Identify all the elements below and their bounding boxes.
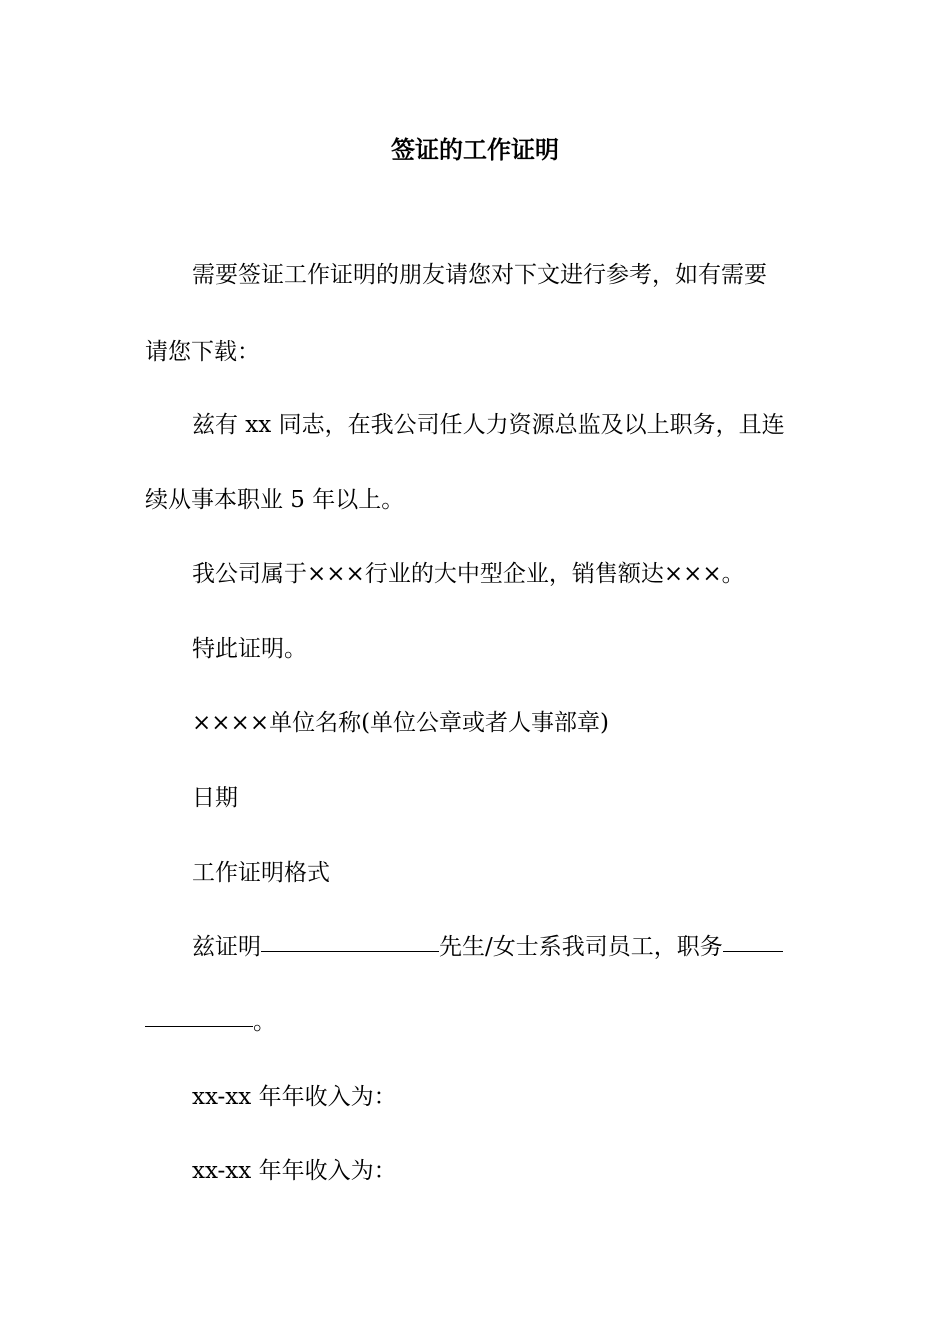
intro-line-1: 需要签证工作证明的朋友请您对下文进行参考，如有需要 (192, 262, 767, 288)
document-title: 签证的工作证明 (391, 136, 559, 164)
form-line-2 (145, 1006, 810, 1038)
income-line-2: xx-xx 年年收入为： (192, 1158, 397, 1184)
income-line-1: xx-xx 年年收入为： (192, 1084, 397, 1110)
section-heading: 工作证明格式 (192, 860, 330, 886)
paragraph-2: 我公司属于×××行业的大中型企业，销售额达×××。 (192, 561, 745, 587)
position-blank-field-start[interactable] (723, 950, 783, 952)
position-blank-field-end[interactable] (145, 1025, 253, 1027)
form-line-1 (192, 931, 810, 963)
paragraph-1-line-1: 兹有 xx 同志，在我公司任人力资源总监及以上职务，且连 (192, 412, 785, 438)
paragraph-5: 日期 (192, 785, 238, 811)
paragraph-3: 特此证明。 (192, 636, 307, 662)
form-text-1: 兹证明 (192, 934, 261, 960)
form-text-2: 先生/女士系我司员工，职务 (439, 934, 723, 960)
paragraph-1-line-2: 续从事本职业 5 年以上。 (145, 487, 405, 513)
intro-line-2: 请您下载： (145, 339, 260, 365)
form-end-mark: 。 (253, 1009, 276, 1035)
paragraph-4: ××××单位名称(单位公章或者人事部章) (192, 710, 610, 736)
name-blank-field[interactable] (261, 950, 439, 952)
